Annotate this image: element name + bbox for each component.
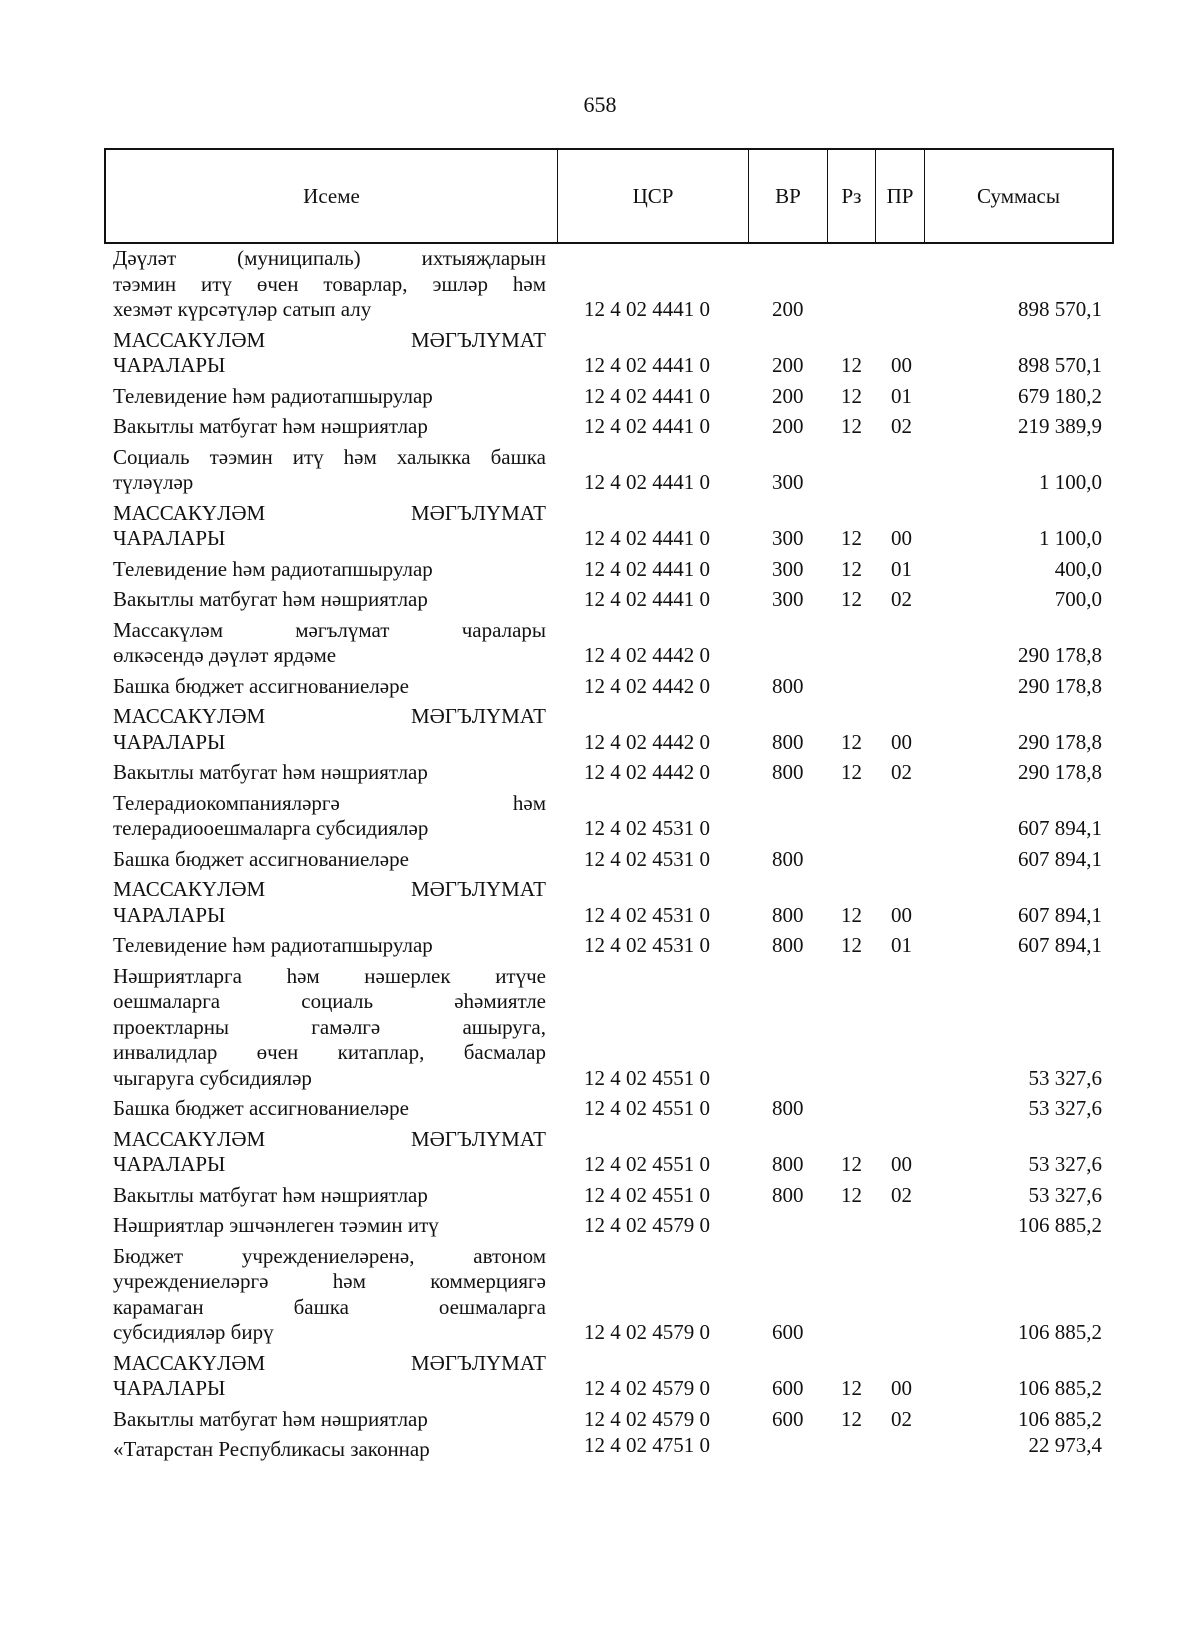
- cell-vr: 800: [772, 673, 804, 698]
- row-name-line: Вакытлы матбугат һәм нәшриятлар: [113, 414, 428, 438]
- cell-sum: 898 570,1: [1018, 297, 1102, 321]
- cell-pr: 01: [891, 933, 912, 957]
- cell-vr: 600: [772, 1320, 804, 1344]
- row-name-line: ЧАРАЛАРЫ: [113, 902, 226, 927]
- row-name: [113, 704, 546, 755]
- cell-csr: 12 4 02 4579 0: [584, 1320, 710, 1344]
- row-name: [113, 1183, 546, 1209]
- cell-pr: 02: [891, 414, 912, 438]
- row-name: [113, 501, 546, 552]
- row-name-line: Массакүләм мәгълүмат чаралары: [113, 617, 546, 642]
- row-name: [113, 877, 546, 928]
- row-name-line: өлкәсендә дәүләт ярдәме: [113, 643, 337, 667]
- cell-csr: 12 4 02 4441 0: [584, 526, 710, 550]
- table-row: [0, 414, 1200, 440]
- cell-vr: 800: [772, 846, 804, 871]
- table-row: [0, 1244, 1200, 1346]
- row-name-line: учреждениеләргә һәм коммерциягә: [113, 1269, 546, 1293]
- row-name-line: МАССАКҮЛӘМ МӘГЪЛҮМАТ: [113, 704, 546, 728]
- cell-sum: 106 885,2: [1018, 1406, 1102, 1431]
- row-name-line: МАССАКҮЛӘМ МӘГЪЛҮМАТ: [113, 877, 546, 901]
- cell-pr: 00: [891, 353, 912, 377]
- cell-vr: 800: [772, 1096, 804, 1120]
- row-name-line: Башка бюджет ассигнованиеләре: [113, 673, 409, 698]
- cell-sum: 290 178,8: [1018, 673, 1102, 698]
- cell-sum: 53 327,6: [1028, 1096, 1102, 1120]
- row-name: [113, 328, 546, 379]
- cell-pr: 02: [891, 760, 912, 784]
- row-name: [113, 1213, 546, 1239]
- row-name-line: Телевидение һәм радиотапшырулар: [113, 556, 433, 581]
- row-name-line: МАССАКҮЛӘМ МӘГЪЛҮМАТ: [113, 1350, 546, 1375]
- cell-sum: 607 894,1: [1018, 846, 1102, 871]
- page-number: 658: [583, 92, 617, 117]
- header-csr: ЦСР: [558, 150, 749, 242]
- cell-sum: 679 180,2: [1018, 383, 1102, 408]
- row-name-line: түләүләр: [113, 470, 194, 494]
- row-name-line: МАССАКҮЛӘМ МӘГЪЛҮМАТ: [113, 1126, 546, 1151]
- row-name: [113, 587, 546, 613]
- cell-csr: 12 4 02 4531 0: [584, 933, 710, 957]
- cell-sum: 700,0: [1054, 587, 1102, 611]
- header-pr: ПР: [876, 150, 925, 242]
- cell-sum: 106 885,2: [1018, 1376, 1102, 1400]
- cell-sum: 1 100,0: [1039, 470, 1102, 494]
- cell-vr: 200: [772, 383, 804, 408]
- cell-rz: 12: [841, 1406, 862, 1431]
- table-row: [0, 1213, 1200, 1239]
- table-row: [0, 1183, 1200, 1209]
- row-name-line: ЧАРАЛАРЫ: [113, 729, 226, 754]
- cell-pr: 02: [891, 1182, 912, 1207]
- table-row: [0, 760, 1200, 786]
- row-name-line: ЧАРАЛАРЫ: [113, 1376, 226, 1400]
- table-row: [0, 1433, 1200, 1463]
- header-name: Исеме: [106, 150, 558, 242]
- row-name-line: Вакытлы матбугат һәм нәшриятлар: [113, 1182, 428, 1207]
- row-name-line: Нәшриятларга һәм нәшерлек итүче: [113, 963, 546, 988]
- cell-vr: 200: [772, 297, 804, 321]
- cell-csr: 12 4 02 4442 0: [584, 643, 710, 667]
- cell-vr: 300: [772, 556, 804, 581]
- cell-csr: 12 4 02 4579 0: [584, 1406, 710, 1431]
- cell-pr: 01: [891, 383, 912, 408]
- table-row: [0, 246, 1200, 323]
- cell-vr: 300: [772, 470, 804, 494]
- row-name-line: Бюджет учреждениеләренә, автоном: [113, 1243, 546, 1268]
- cell-vr: 300: [772, 587, 804, 611]
- cell-sum: 898 570,1: [1018, 353, 1102, 377]
- cell-pr: 00: [891, 1376, 912, 1400]
- cell-csr: 12 4 02 4441 0: [584, 556, 710, 581]
- row-name: [113, 414, 546, 440]
- cell-csr: 12 4 02 4531 0: [584, 816, 710, 840]
- cell-csr: 12 4 02 4441 0: [584, 587, 710, 611]
- row-name-line: Дәүләт (муниципаль) ихтыяҗларын: [113, 246, 546, 270]
- row-name-line: чыгаруга субсидияләр: [113, 1065, 312, 1090]
- row-name-line: ЧАРАЛАРЫ: [113, 526, 226, 550]
- header-vr: ВР: [749, 150, 828, 242]
- cell-pr: 02: [891, 587, 912, 611]
- cell-vr: 600: [772, 1376, 804, 1400]
- header-sum: Суммасы: [977, 183, 1060, 208]
- table-row: [0, 618, 1200, 669]
- table-row: [0, 1096, 1200, 1122]
- cell-vr: 800: [772, 902, 804, 927]
- row-name-line: Башка бюджет ассигнованиеләре: [113, 1096, 409, 1120]
- row-name: [113, 674, 546, 700]
- row-name: [113, 445, 546, 496]
- cell-sum: 607 894,1: [1018, 933, 1102, 957]
- cell-vr: 800: [772, 760, 804, 784]
- cell-sum: 106 885,2: [1018, 1213, 1102, 1237]
- cell-vr: 200: [772, 353, 804, 377]
- table-row: [0, 791, 1200, 842]
- row-name-line: проектларны гамәлгә ашыруга,: [113, 1014, 546, 1039]
- cell-csr: 12 4 02 4442 0: [584, 729, 710, 754]
- cell-csr: 12 4 02 4551 0: [584, 1065, 710, 1090]
- cell-pr: 02: [891, 1406, 912, 1431]
- row-name-line: Телевидение һәм радиотапшырулар: [113, 383, 433, 408]
- cell-vr: 800: [772, 1182, 804, 1207]
- cell-rz: 12: [841, 1182, 862, 1207]
- cell-sum: 53 327,6: [1028, 1182, 1102, 1207]
- cell-sum: 106 885,2: [1018, 1320, 1102, 1344]
- row-name-line: Вакытлы матбугат һәм нәшриятлар: [113, 587, 428, 611]
- cell-rz: 12: [841, 526, 862, 550]
- cell-rz: 12: [841, 587, 862, 611]
- cell-vr: 600: [772, 1406, 804, 1431]
- row-name-line: оешмаларга социаль әһәмиятле: [113, 989, 546, 1013]
- cell-sum: 290 178,8: [1018, 643, 1102, 667]
- cell-rz: 12: [841, 353, 862, 377]
- cell-rz: 12: [841, 902, 862, 927]
- cell-sum: 53 327,6: [1028, 1065, 1102, 1090]
- row-name: [113, 618, 546, 669]
- cell-csr: 12 4 02 4441 0: [584, 353, 710, 377]
- table-row: [0, 674, 1200, 700]
- table-row: [0, 501, 1200, 552]
- table-row: [0, 704, 1200, 755]
- cell-vr: 800: [772, 1152, 804, 1176]
- cell-csr: 12 4 02 4441 0: [584, 470, 710, 494]
- cell-vr: 800: [772, 729, 804, 754]
- cell-sum: 1 100,0: [1039, 526, 1102, 550]
- row-name-line: «Татарстан Республикасы законнар: [113, 1437, 430, 1461]
- row-name: [113, 760, 546, 786]
- row-name: [113, 1244, 546, 1346]
- cell-vr: 800: [772, 933, 804, 957]
- table-row: [0, 964, 1200, 1092]
- table-row: [0, 1351, 1200, 1402]
- cell-sum: 53 327,6: [1028, 1152, 1102, 1176]
- row-name-line: инвалидлар өчен китаплар, басмалар: [113, 1040, 546, 1064]
- row-name: [113, 847, 546, 873]
- table-row: [0, 1127, 1200, 1178]
- table-row: [0, 384, 1200, 410]
- cell-csr: 12 4 02 4442 0: [584, 760, 710, 784]
- cell-pr: 00: [891, 1152, 912, 1176]
- cell-csr: 12 4 02 4531 0: [584, 846, 710, 871]
- row-name-line: Нәшриятлар эшчәнлеген тәэмин итү: [113, 1213, 439, 1237]
- cell-csr: 12 4 02 4551 0: [584, 1152, 710, 1176]
- row-name-line: Социаль тәэмин итү һәм халыкка башка: [113, 444, 546, 469]
- row-name-line: телерадиооешмаларга субсидияләр: [113, 816, 429, 840]
- cell-sum: 400,0: [1054, 556, 1102, 581]
- row-name-line: Телевидение һәм радиотапшырулар: [113, 933, 433, 957]
- cell-csr: 12 4 02 4579 0: [584, 1376, 710, 1400]
- table-header: [104, 148, 1114, 244]
- row-name: [113, 964, 546, 1092]
- row-name-line: Телерадиокомпанияләргә һәм: [113, 790, 546, 815]
- row-name-line: МАССАКҮЛӘМ МӘГЪЛҮМАТ: [113, 327, 546, 352]
- row-name: [113, 1351, 546, 1402]
- table-row: [0, 587, 1200, 613]
- row-name-line: хезмәт күрсәтүләр сатып алу: [113, 297, 372, 321]
- cell-rz: 12: [841, 1152, 862, 1176]
- row-name-line: Вакытлы матбугат һәм нәшриятлар: [113, 760, 428, 784]
- cell-sum: 22 973,4: [1028, 1433, 1102, 1457]
- cell-csr: 12 4 02 4551 0: [584, 1182, 710, 1207]
- cell-rz: 12: [841, 1376, 862, 1400]
- table-row: [0, 933, 1200, 959]
- cell-rz: 12: [841, 729, 862, 754]
- cell-pr: 00: [891, 902, 912, 927]
- header-rz: Рз: [828, 150, 876, 242]
- cell-rz: 12: [841, 414, 862, 438]
- row-name-line: карамаган башка оешмаларга: [113, 1294, 546, 1319]
- table-row: [0, 445, 1200, 496]
- cell-csr: 12 4 02 4442 0: [584, 673, 710, 698]
- cell-sum: 290 178,8: [1018, 760, 1102, 784]
- table-row: [0, 328, 1200, 379]
- table-row: [0, 877, 1200, 928]
- cell-sum: 219 389,9: [1018, 414, 1102, 438]
- cell-csr: 12 4 02 4441 0: [584, 297, 710, 321]
- table-row: [0, 1407, 1200, 1433]
- row-name-line: ЧАРАЛАРЫ: [113, 1152, 226, 1176]
- cell-rz: 12: [841, 933, 862, 957]
- cell-csr: 12 4 02 4441 0: [584, 414, 710, 438]
- cell-pr: 00: [891, 729, 912, 754]
- row-name-line: МАССАКҮЛӘМ МӘГЪЛҮМАТ: [113, 500, 546, 525]
- cell-csr: 12 4 02 4441 0: [584, 383, 710, 408]
- row-name: [113, 1096, 546, 1122]
- cell-csr: 12 4 02 4551 0: [584, 1096, 710, 1120]
- table-row: [0, 847, 1200, 873]
- row-name: [113, 791, 546, 842]
- cell-sum: 607 894,1: [1018, 816, 1102, 840]
- cell-rz: 12: [841, 760, 862, 784]
- row-name: [113, 1437, 546, 1463]
- cell-csr: 12 4 02 4579 0: [584, 1213, 710, 1237]
- cell-rz: 12: [841, 383, 862, 408]
- cell-vr: 300: [772, 526, 804, 550]
- cell-pr: 00: [891, 526, 912, 550]
- cell-csr: 12 4 02 4751 0: [584, 1433, 710, 1457]
- cell-sum: 290 178,8: [1018, 729, 1102, 754]
- row-name-line: ЧАРАЛАРЫ: [113, 353, 226, 377]
- cell-rz: 12: [841, 556, 862, 581]
- cell-pr: 01: [891, 556, 912, 581]
- row-name-line: тәэмин итү өчен товарлар, эшләр һәм: [113, 271, 546, 296]
- row-name: [113, 246, 546, 323]
- table-body: [0, 246, 1200, 1468]
- row-name-line: Башка бюджет ассигнованиеләре: [113, 846, 409, 871]
- table-row: [0, 557, 1200, 583]
- row-name: [113, 557, 546, 583]
- cell-csr: 12 4 02 4531 0: [584, 902, 710, 927]
- row-name: [113, 384, 546, 410]
- cell-vr: 200: [772, 414, 804, 438]
- row-name: [113, 933, 546, 959]
- row-name: [113, 1127, 546, 1178]
- row-name-line: Вакытлы матбугат һәм нәшриятлар: [113, 1406, 428, 1431]
- cell-sum: 607 894,1: [1018, 902, 1102, 927]
- row-name-line: субсидияләр бирү: [113, 1320, 274, 1344]
- row-name: [113, 1407, 546, 1433]
